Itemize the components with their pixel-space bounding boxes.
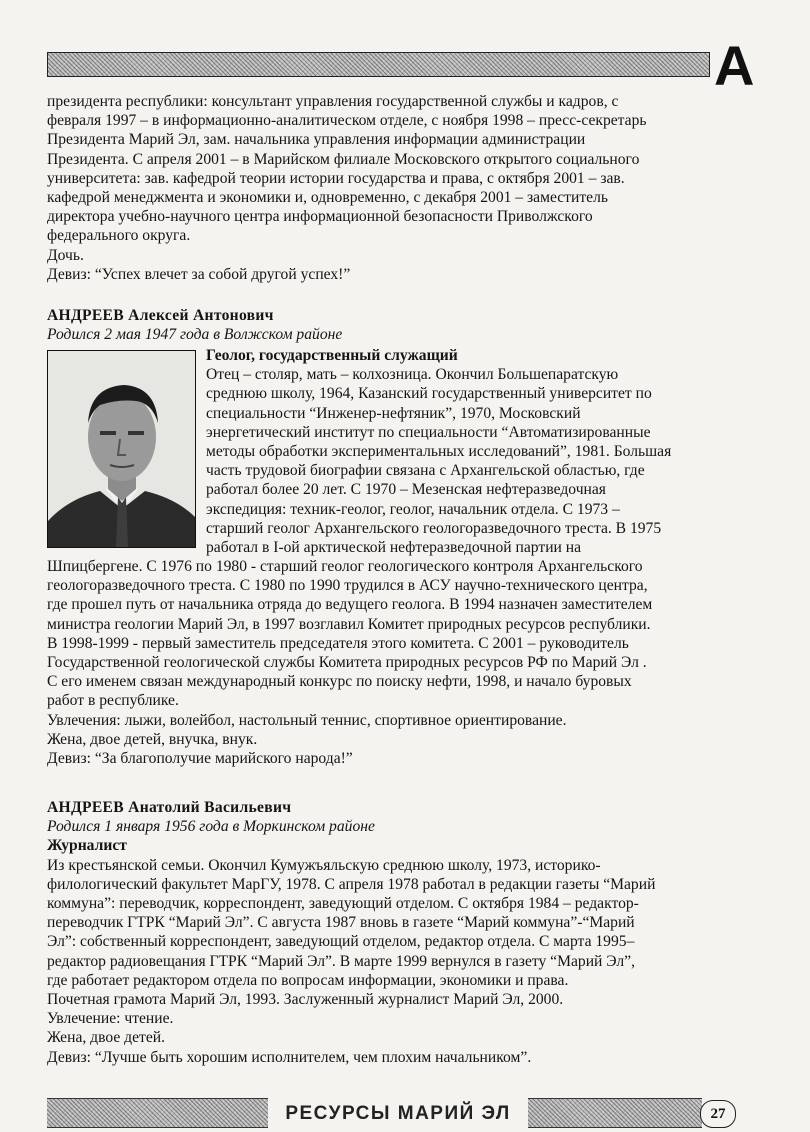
text-line: коммуна”: переводчик, корреспондент, заведующий отделом. С октября 1984 – редактор- [47, 895, 639, 913]
text-line: геологоразведочного треста. С 1980 по 1990 трудился в АСУ научно-технического центра, [47, 577, 648, 595]
text-line: Увлечения: лыжи, волейбол, настольный теннис, спортивное ориентирование. [47, 711, 567, 729]
text-line: Шпицбергене. С 1976 по 1980 - старший геолог геологического контроля Архангельского [47, 558, 643, 575]
text-line: Дочь. [47, 246, 84, 264]
text-line: С его именем связан международный конкурс по поиску нефти, 1998, и начало буровых [47, 673, 632, 691]
text-line: где прошел путь от начальника отряда до ведущего геолога. В 1994 назначен заместителем [47, 596, 653, 614]
text-line: старший геолог Архангельского геологоразведочного треста. В 1975 [206, 519, 662, 537]
position-title: Геолог, государственный служащий [206, 347, 458, 364]
position-title: Журналист [47, 837, 127, 855]
text-line: В 1998-1999 - первый заместитель председателя этого комитета. С 2001 – руководитель [47, 634, 629, 652]
text-line: энергетический институт по специальности “Автоматизированные [206, 423, 651, 441]
text-line: Государственной геологической службы Комитета природных ресурсов РФ по Марий Эл . [47, 654, 647, 672]
text-line: работал более 20 лет. С 1970 – Мезенская нефтеразведочная [206, 481, 606, 499]
text-line: переводчик ГТРК “Марий Эл”. С августа 1987 вновь в газете “Марий коммуна”-“Марий [47, 914, 635, 932]
text-line: директора учебно-научного центра информационной безопасности Приволжского [47, 208, 593, 226]
text-line: где работает редактором отдела по вопросам информации, экономики и права. [47, 971, 569, 989]
text-line: работал в I-ой арктической нефтеразведочной партии на [206, 539, 582, 557]
text-line: Девиз: “Лучше быть хорошим исполнителем, чем плохим начальником”. [47, 1048, 532, 1066]
entry1-heading [47, 306, 762, 344]
journal-title: РЕСУРСЫ МАРИЙ ЭЛ [268, 1098, 528, 1128]
text-line: университета: зав. кафедрой теории истории государства и права, с октября 2001 – зав. [47, 169, 625, 187]
entry1-side-text [206, 346, 766, 557]
text-line: редактор радиовещания ГТРК “Марий Эл”. В марте 1999 вернулся в газету “Марий Эл”, [47, 952, 635, 970]
text-line: Эл”: собственный корреспондент, заведующий отделом, редактор отдела. С марта 1995– [47, 933, 635, 951]
person-name: АНДРЕЕВ Анатолий Васильевич [47, 799, 292, 816]
section-letter: А [714, 34, 755, 97]
text-line: Девиз: “За благополучие марийского народа!” [47, 750, 353, 768]
text-line: федерального округа. [47, 227, 191, 245]
header-decorative-bar [47, 52, 710, 77]
person-name: АНДРЕЕВ Алексей Антонович [47, 307, 274, 324]
text-line: президента республики: консультант управления государственной службы и кадров, с [47, 93, 619, 110]
text-line: Увлечение: чтение. [47, 1010, 174, 1028]
birth-info: Родился 2 мая 1947 года в Волжском районе [47, 326, 343, 344]
text-line: Президента Марий Эл, зам. начальника управления информации администрации [47, 131, 586, 149]
birth-info: Родился 1 января 1956 года в Моркинском районе [47, 818, 375, 836]
text-line: Жена, двое детей. [47, 1029, 165, 1047]
text-line: кафедрой менеджмента и экономики и, одновременно, с декабря 2001 – заместитель [47, 189, 608, 207]
text-line: Отец – столяр, мать – колхозница. Окончил Большепаратскую [206, 366, 619, 384]
text-line: февраля 1997 – в информационно-аналитическом отделе, с ноября 1998 – пресс-секретарь [47, 112, 647, 130]
text-line: министра геологии Марий Эл, в 1997 возглавил Комитет природных ресурсов республики. [47, 615, 651, 633]
page-number: 27 [700, 1100, 736, 1128]
text-line: специальности “Инженер-нефтяник”, 1970, Московский [206, 404, 581, 422]
entry1-full-text [47, 557, 762, 768]
text-line: работ в республике. [47, 692, 179, 710]
text-line: Из крестьянской семьи. Окончил Кумужъяльскую среднюю школу, 1973, историко- [47, 856, 601, 874]
text-line: среднюю школу, 1964, Казанский государственный университет по [206, 385, 652, 403]
text-line: Почетная грамота Марий Эл, 1993. Заслуженный журналист Марий Эл, 2000. [47, 991, 564, 1009]
text-line: часть трудовой биографии связана с Архангельской областью, где [206, 462, 645, 480]
portrait-photo [47, 350, 196, 548]
text-line: Президента. С апреля 2001 – в Марийском филиале Московского открытого социального [47, 150, 640, 168]
intro-text [47, 92, 762, 284]
text-line: экспедиция: техник-геолог, геолог, начальник отдела. С 1973 – [206, 500, 620, 518]
text-line: Жена, двое детей, внучка, внук. [47, 730, 258, 748]
text-line: филологический факультет МарГУ, 1978. С апреля 1978 работал в редакции газеты “Марий [47, 875, 656, 893]
text-line: Девиз: “Успех влечет за собой другой успех!” [47, 265, 351, 283]
text-line: методы обработки экспериментальных исследований”, 1981. Большая [206, 443, 672, 461]
entry2 [47, 798, 762, 1067]
